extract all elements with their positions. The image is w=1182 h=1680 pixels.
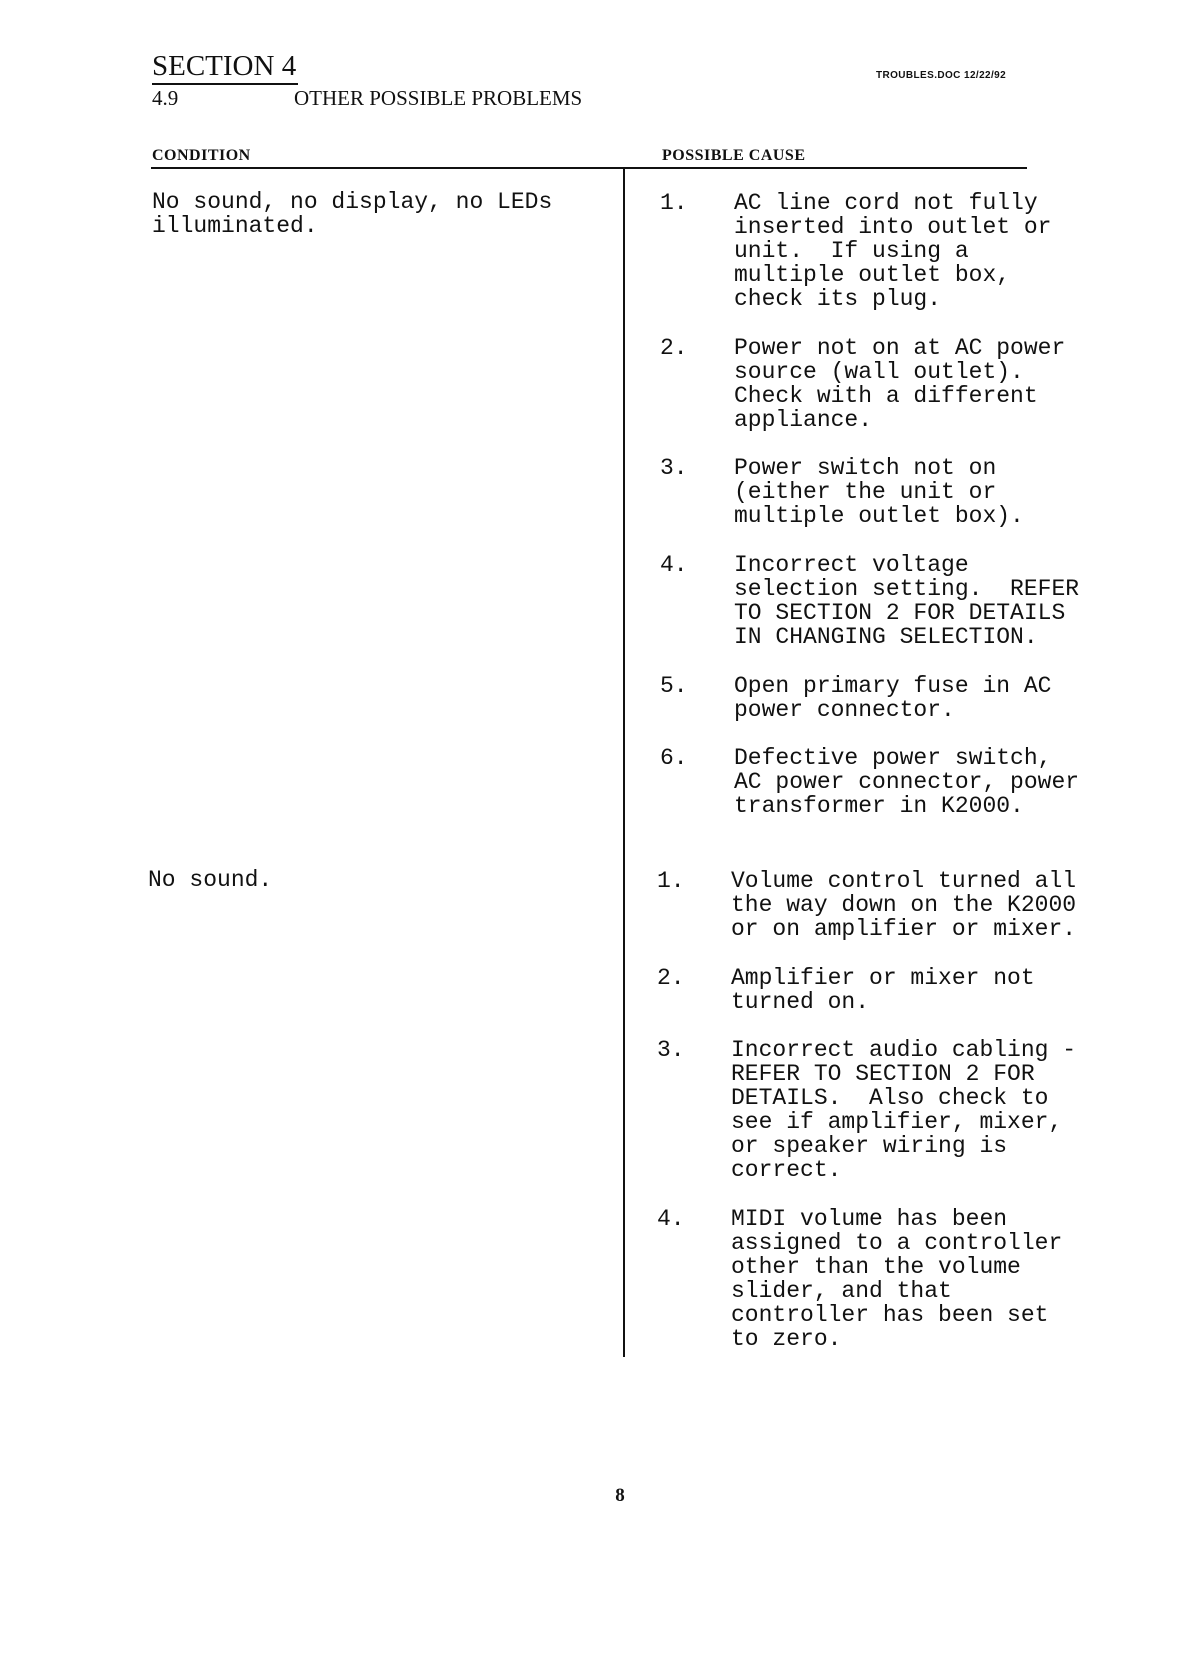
header-divider bbox=[151, 167, 1027, 169]
condition-column-header: CONDITION bbox=[152, 147, 251, 164]
condition-text: No sound. bbox=[148, 867, 273, 893]
cause-text: AC line cord not fully inserted into outlet or unit. If using a multiple outlet box, check its plug. bbox=[734, 190, 1052, 312]
cause-number: 2. bbox=[660, 335, 688, 361]
cause-text: Amplifier or mixer not turned on. bbox=[731, 965, 1035, 1015]
cause-number: 1. bbox=[657, 868, 685, 894]
cause-text: Volume control turned all the way down on the K2000 or on amplifier or mixer. bbox=[731, 868, 1077, 942]
cause-text: Incorrect audio cabling - REFER TO SECTION 2 FOR DETAILS. Also check to see if amplifier, mixer, or speaker wiring is correct. bbox=[731, 1037, 1077, 1183]
subsection-title: OTHER POSSIBLE PROBLEMS bbox=[294, 86, 583, 110]
cause-number: 1. bbox=[660, 190, 688, 216]
page-number: 8 bbox=[615, 1485, 625, 1506]
subsection-number: 4.9 bbox=[152, 86, 179, 110]
cause-number: 6. bbox=[660, 745, 688, 771]
condition-text: No sound, no display, no LEDs illuminated. bbox=[152, 189, 553, 239]
cause-number: 5. bbox=[660, 673, 688, 699]
column-divider bbox=[623, 167, 625, 1357]
document-reference: TROUBLES.DOC 12/22/92 bbox=[876, 70, 1007, 81]
cause-number: 4. bbox=[657, 1206, 685, 1232]
cause-text: Incorrect voltage selection setting. REFER TO SECTION 2 FOR DETAILS IN CHANGING SELECTION. bbox=[734, 552, 1080, 650]
cause-number: 4. bbox=[660, 552, 688, 578]
cause-text: MIDI volume has been assigned to a controller other than the volume slider, and that controller has been set to zero. bbox=[731, 1206, 1063, 1352]
subsection-heading bbox=[152, 88, 582, 109]
cause-column-header: POSSIBLE CAUSE bbox=[662, 147, 806, 164]
cause-number: 2. bbox=[657, 965, 685, 991]
section-title: SECTION 4 bbox=[152, 52, 298, 85]
cause-number: 3. bbox=[660, 455, 688, 481]
cause-text: Open primary fuse in AC power connector. bbox=[734, 673, 1052, 723]
cause-text: Power not on at AC power source (wall outlet). Check with a different appliance. bbox=[734, 335, 1066, 433]
cause-text: Defective power switch, AC power connector, power transformer in K2000. bbox=[734, 745, 1080, 819]
cause-number: 3. bbox=[657, 1037, 685, 1063]
cause-text: Power switch not on (either the unit or multiple outlet box). bbox=[734, 455, 1024, 529]
